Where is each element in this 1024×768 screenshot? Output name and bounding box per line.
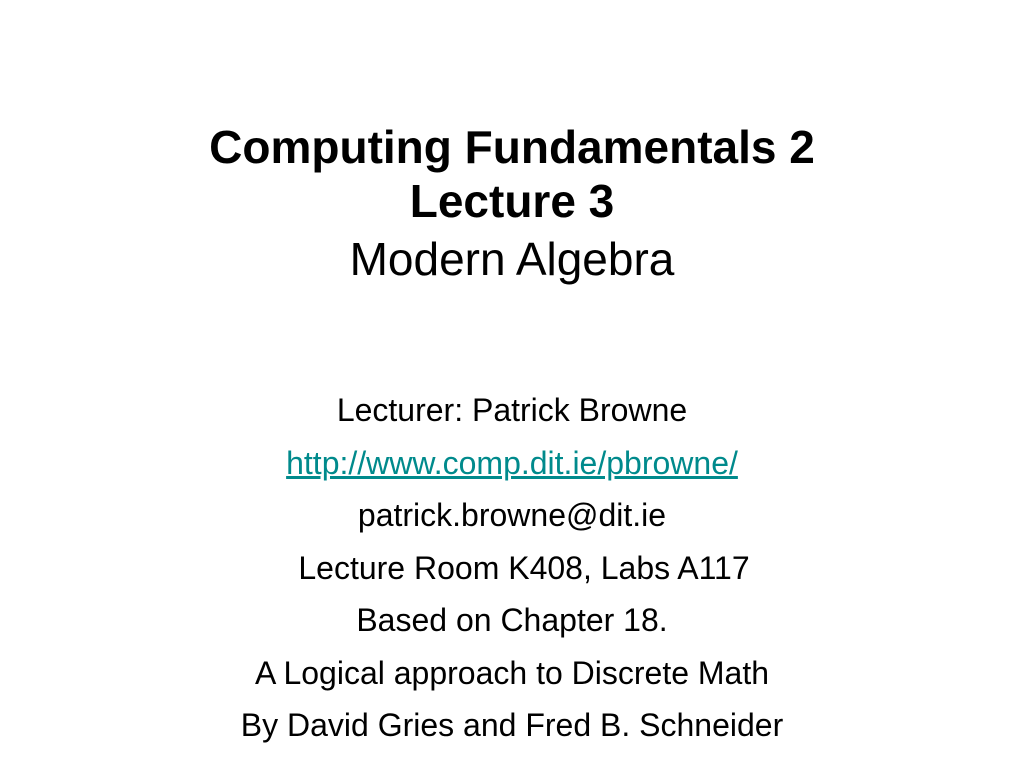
homepage-line	[0, 437, 1024, 490]
book-title: A Logical approach to Discrete Math	[254, 654, 770, 691]
book-authors: By David Gries and Fred B. Schneider	[240, 707, 784, 743]
lecturer-name: Lecturer: Patrick Browne	[336, 392, 688, 428]
homepage-link[interactable]: http://www.comp.dit.ie/pbrowne/	[286, 444, 738, 481]
room-info: Lecture Room K408, Labs A117	[298, 549, 750, 586]
course-title: Computing Fundamentals 2	[209, 121, 815, 173]
slide-body	[0, 384, 1024, 752]
slide-title	[0, 120, 1024, 290]
lecture-topic: Modern Algebra	[349, 233, 675, 285]
email-address: patrick.browne@dit.ie	[357, 497, 667, 533]
chapter-reference: Based on Chapter 18.	[356, 602, 668, 638]
lecture-number: Lecture 3	[409, 175, 615, 227]
